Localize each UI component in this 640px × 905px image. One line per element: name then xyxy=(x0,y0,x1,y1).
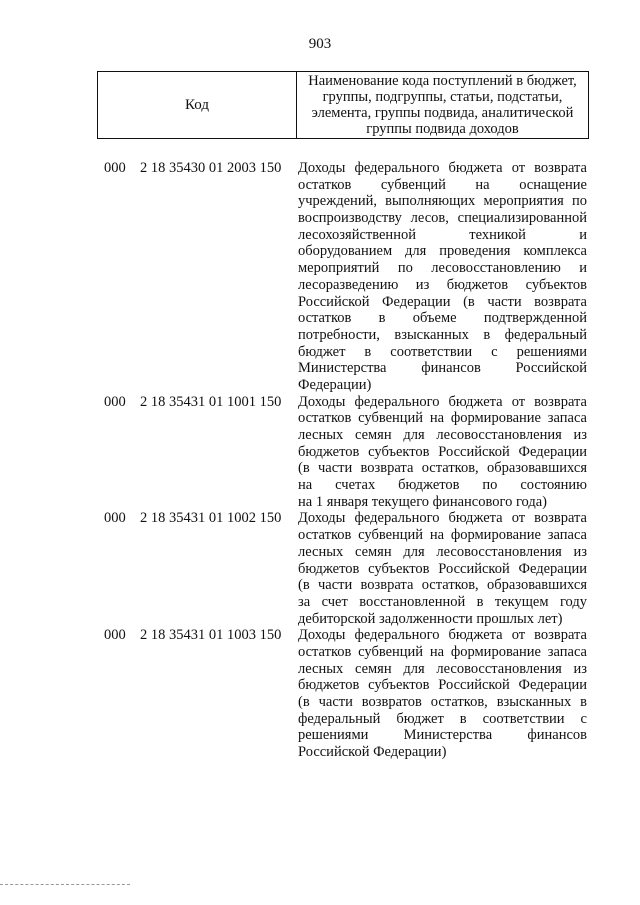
description-line: лесных семян для лесовосстановления из xyxy=(298,660,587,677)
description-line: Российской Федерации) xyxy=(298,744,447,761)
description-line: остатков субвенций на формирование запаса xyxy=(298,410,587,427)
description-line: Доходы федерального бюджета от возврата xyxy=(298,160,587,176)
table-body xyxy=(104,160,590,761)
description-line: бюджетов субъектов Российской Федерации xyxy=(298,677,587,694)
description-line: (в части возврата остатков, образовавшихся xyxy=(298,577,587,594)
description-line: (в части возвратов остатков, взысканных в xyxy=(298,694,587,710)
description-line: (в части возврата остатков, образовавшихся xyxy=(298,460,587,477)
admin-code: 000 xyxy=(104,393,126,410)
description-line: лесохозяйственной техникой и xyxy=(298,226,587,243)
admin-code: 000 xyxy=(104,160,126,176)
description-line: дебиторской задолженности прошлых лет) xyxy=(298,610,563,627)
description-line: учреждений, выполняющих мероприятия по xyxy=(298,193,587,210)
description-line: федеральный бюджет в соответствии с xyxy=(298,710,587,727)
table-row xyxy=(104,627,590,761)
description-line: остатков субвенций на оснащение xyxy=(298,176,587,193)
description-line: решениями Министерства финансов xyxy=(298,727,587,744)
revenue-description xyxy=(298,510,587,627)
description-line: Доходы федерального бюджета от возврата xyxy=(298,510,587,527)
description-line: бюджетов субъектов Российской Федерации xyxy=(298,443,587,460)
table-row xyxy=(104,394,590,511)
description-line: остатков субвенций на формирование запаса xyxy=(298,527,587,544)
table-row xyxy=(104,160,590,394)
page-number: 903 xyxy=(308,36,332,52)
revenue-code: 2 18 35431 01 1003 150 xyxy=(140,627,282,644)
description-line: лесных семян для лесовосстановления из xyxy=(298,543,587,560)
description-line: на счетах бюджетов по состоянию xyxy=(298,477,587,494)
description-line: Федерации) xyxy=(298,376,372,393)
description-line: на 1 января текущего финансового года) xyxy=(298,493,547,510)
description-line: остатков в объеме подтвержденной xyxy=(298,310,587,327)
description-line: Российской Федерации (в части возврата xyxy=(298,293,587,310)
revenue-code: 2 18 35431 01 1002 150 xyxy=(140,510,282,527)
description-line: бюджет в соответствии с решениями xyxy=(298,343,587,360)
description-line: воспроизводству лесов, специализированной xyxy=(298,210,587,227)
description-line: оборудованием для проведения комплекса xyxy=(298,243,587,260)
description-line: Доходы федерального бюджета от возврата xyxy=(298,393,587,410)
code-column-header: Код xyxy=(98,72,297,138)
scan-artifact xyxy=(0,884,130,887)
revenue-code: 2 18 35430 01 2003 150 xyxy=(140,160,282,176)
revenue-code: 2 18 35431 01 1001 150 xyxy=(140,393,282,410)
revenue-description xyxy=(298,627,587,761)
description-line: бюджетов субъектов Российской Федерации xyxy=(298,560,587,577)
admin-code: 000 xyxy=(104,627,126,644)
description-line: остатков субвенций на формирование запаса xyxy=(298,643,587,660)
description-line: потребности, взысканных в федеральный xyxy=(298,326,587,343)
name-column-header: Наименование кода поступлений в бюджет, группы, подгруппы, статьи, подстатьи, элемента, группы подвида, аналитической группы подвида доходов xyxy=(308,73,577,137)
revenue-description xyxy=(298,160,587,394)
revenue-description xyxy=(298,394,587,511)
description-line: лесоразведению из бюджетов субъектов xyxy=(298,276,587,293)
table-row xyxy=(104,510,590,627)
table-header xyxy=(97,71,589,139)
description-line: Министерства финансов Российской xyxy=(298,360,587,377)
description-line: Доходы федерального бюджета от возврата xyxy=(298,627,587,644)
description-line: мероприятий по лесовосстановлению и xyxy=(298,260,587,277)
admin-code: 000 xyxy=(104,510,126,527)
description-line: лесных семян для лесовосстановления из xyxy=(298,427,587,443)
description-line: за счет восстановленной в текущем году xyxy=(298,593,587,610)
